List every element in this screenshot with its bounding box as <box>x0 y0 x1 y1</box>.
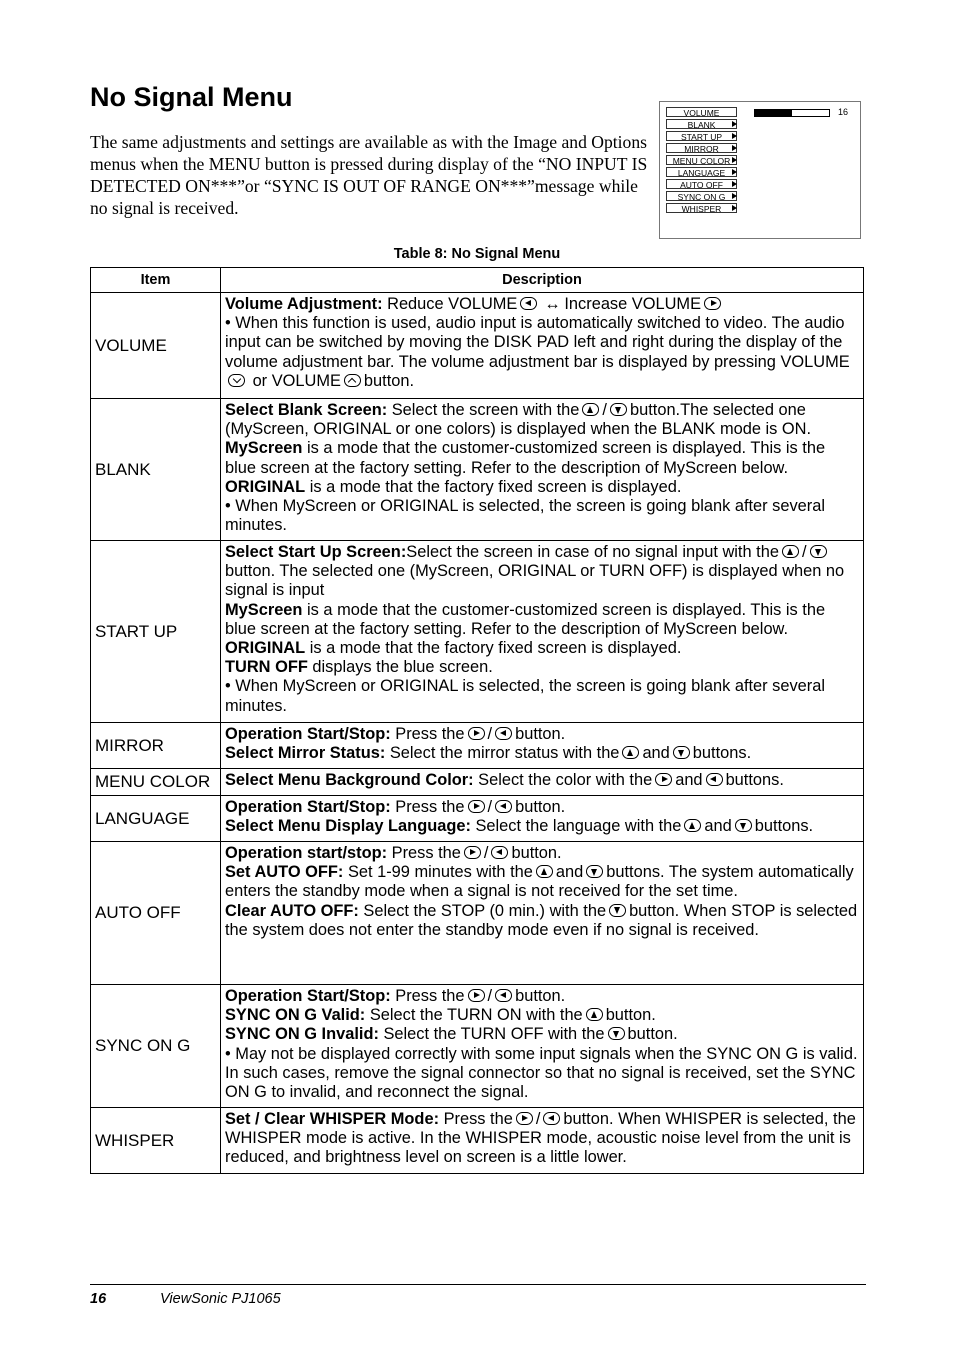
table-row <box>91 1108 864 1174</box>
row-text: and <box>704 817 732 836</box>
row-text: button. <box>363 371 415 390</box>
item-cell: VOLUME <box>91 293 221 399</box>
row-heading: Select Start Up Screen: <box>225 543 407 561</box>
row-text: Press the <box>439 1110 513 1128</box>
left-button-icon <box>543 1112 560 1125</box>
description-cell <box>221 842 864 985</box>
row-text: button. <box>605 1006 656 1025</box>
slash: / <box>483 844 489 862</box>
table-row <box>91 842 864 985</box>
header-description: Description <box>221 268 864 293</box>
row-heading: Set / Clear WHISPER Mode: <box>225 1110 440 1128</box>
row-text: Reduce VOLUME <box>382 295 518 313</box>
row-text: and <box>675 771 703 789</box>
footer-divider <box>90 1284 866 1285</box>
left-button-icon <box>495 989 512 1002</box>
row-text: button. <box>627 1025 678 1044</box>
menu-item-blank <box>666 119 737 129</box>
menu-item-auto-off <box>666 179 737 189</box>
right-button-icon <box>464 846 481 859</box>
slash: / <box>487 987 493 1005</box>
row-text: Press the <box>390 987 465 1005</box>
item-cell: LANGUAGE <box>91 796 221 842</box>
item-cell: MIRROR <box>91 723 221 769</box>
row-heading: SYNC ON G Invalid: <box>225 1025 379 1044</box>
row-text: button. <box>515 725 566 743</box>
left-button-icon <box>520 297 537 310</box>
item-cell: BLANK <box>91 399 221 541</box>
row-heading: Set AUTO OFF: <box>225 863 344 882</box>
description-cell <box>221 796 864 842</box>
row-text: • When this function is used, audio input is automatically switched to video. The audio input can be switched by moving the DISK PAD left and right during the display of the volume adjustment bar. The volume adjustment bar is displayed by pressing VOLUME <box>225 314 850 371</box>
row-text: Increase VOLUME <box>564 295 702 313</box>
row-text: button. The selected one (MyScreen, ORIGINAL or TURN OFF) is displayed when no signal is input <box>225 562 845 600</box>
description-cell <box>221 293 864 399</box>
row-text: button. When WHISPER is selected, the WHISPER mode is active. In the WHISPER mode, acoustic noise level from the unit is reduced, and brightness level on screen is a little lower. <box>225 1110 856 1167</box>
row-heading: Select Menu Display Language: <box>225 817 471 836</box>
row-text: is a mode that the factory fixed screen is displayed. <box>305 477 682 496</box>
volume-value: 16 <box>838 107 849 117</box>
row-heading: ORIGINAL <box>225 639 306 658</box>
arrow-right-icon <box>732 193 737 199</box>
up-button-icon <box>536 865 553 878</box>
row-heading: Operation start/stop: <box>225 844 388 862</box>
left-button-icon <box>495 727 512 740</box>
header-item: Item <box>91 268 221 293</box>
slash: / <box>801 543 807 561</box>
item-cell: WHISPER <box>91 1108 221 1174</box>
row-text: Select the mirror status with the <box>385 744 620 763</box>
row-text: Press the <box>387 844 461 862</box>
row-text: buttons. <box>754 817 814 836</box>
up-button-icon <box>586 1008 603 1021</box>
menu-item-label: LANGUAGE <box>677 168 726 178</box>
page-title: No Signal Menu <box>90 82 293 112</box>
menu-item-label: VOLUME <box>683 108 720 118</box>
description-cell <box>221 723 864 769</box>
volume-bar <box>754 109 830 117</box>
row-text: Select the TURN OFF with the <box>378 1025 605 1044</box>
left-button-icon <box>706 773 723 786</box>
down-button-icon <box>586 865 603 878</box>
item-cell: AUTO OFF <box>91 842 221 985</box>
right-button-icon <box>468 727 485 740</box>
row-text: Select the screen in case of no signal input with the <box>406 543 779 561</box>
table-row <box>91 541 864 723</box>
right-button-icon <box>655 773 672 786</box>
table-row <box>91 723 864 769</box>
menu-item-start-up <box>666 131 737 141</box>
down-button-icon <box>735 819 752 832</box>
down-button-icon <box>608 1027 625 1040</box>
row-text: and <box>555 863 584 882</box>
description-cell <box>221 769 864 796</box>
menu-item-mirror <box>666 143 737 153</box>
arrow-right-icon <box>732 133 737 139</box>
row-text: Press the <box>390 725 465 743</box>
arrow-right-icon <box>732 145 737 151</box>
menu-item-label: SYNC ON G <box>677 192 726 202</box>
row-text: Set 1-99 minutes with the <box>343 863 533 882</box>
left-button-icon <box>495 800 512 813</box>
description-cell <box>221 1108 864 1174</box>
row-heading: Select Mirror Status: <box>225 744 386 763</box>
row-text: buttons. The system automatically enters the standby mode when a signal is not received for the set time. <box>225 863 854 901</box>
menu-item-volume <box>666 107 737 117</box>
right-button-icon <box>516 1112 533 1125</box>
slash: / <box>487 798 493 816</box>
right-button-icon <box>468 800 485 813</box>
table-row <box>91 769 864 796</box>
row-text: button. <box>515 987 566 1005</box>
item-cell: MENU COLOR <box>91 769 221 796</box>
volume-up-button-icon <box>344 374 361 387</box>
row-text: • When MyScreen or ORIGINAL is selected, the screen is going blank after several minutes. <box>225 497 826 535</box>
row-text: • When MyScreen or ORIGINAL is selected, the screen is going blank after several minutes. <box>225 677 826 715</box>
arrow-right-icon <box>732 157 737 163</box>
table-row <box>91 796 864 842</box>
left-button-icon <box>491 846 508 859</box>
menu-item-label: MIRROR <box>684 144 719 154</box>
footer-brand: ViewSonic PJ1065 <box>160 1291 281 1307</box>
arrow-right-icon <box>732 121 737 127</box>
up-button-icon <box>622 746 639 759</box>
description-cell <box>221 399 864 541</box>
table-caption: Table 8: No Signal Menu <box>393 246 561 262</box>
row-text: displays the blue screen. <box>307 658 493 677</box>
row-heading: Operation Start/Stop: <box>225 725 391 743</box>
menu-item-label: MENU COLOR <box>672 156 731 166</box>
row-heading: SYNC ON G Valid: <box>225 1006 366 1025</box>
item-cell: START UP <box>91 541 221 723</box>
table-header-row <box>91 268 864 293</box>
right-button-icon <box>704 297 721 310</box>
arrow-right-icon <box>732 205 737 211</box>
description-cell <box>221 541 864 723</box>
row-text: buttons. <box>725 771 784 789</box>
row-heading: Select Blank Screen: <box>225 401 388 419</box>
page-number: 16 <box>90 1291 107 1307</box>
menu-item-label: WHISPER <box>681 204 722 214</box>
table-row <box>91 985 864 1108</box>
row-text: button. <box>511 844 562 862</box>
table-row <box>91 293 864 399</box>
menu-item-label: AUTO OFF <box>680 180 723 190</box>
row-text: buttons. <box>692 744 752 763</box>
row-heading: Operation Start/Stop: <box>225 987 391 1005</box>
row-heading: Clear AUTO OFF: <box>225 901 359 920</box>
row-heading: TURN OFF <box>225 658 308 677</box>
row-text: Select the language with the <box>470 817 682 836</box>
left-right-arrow-icon: ↔ <box>544 295 561 313</box>
table-row <box>91 399 864 541</box>
row-heading: Operation Start/Stop: <box>225 798 391 816</box>
row-text: or VOLUME <box>252 371 341 390</box>
menu-item-label: START UP <box>680 132 723 142</box>
description-cell <box>221 985 864 1108</box>
up-button-icon <box>684 819 701 832</box>
row-heading: ORIGINAL <box>225 477 306 496</box>
menu-preview <box>659 101 861 239</box>
row-text: Select the TURN ON with the <box>365 1006 583 1025</box>
down-button-icon <box>609 904 626 917</box>
slash: / <box>602 401 607 419</box>
row-heading: Volume Adjustment: <box>225 295 383 313</box>
row-heading: MyScreen <box>225 600 303 619</box>
volume-down-button-icon <box>228 374 245 387</box>
row-text: button. When STOP is selected the system does not enter the standby mode even if no signal is received. <box>225 901 858 939</box>
menu-item-whisper <box>666 203 737 213</box>
row-text: button. <box>515 798 566 816</box>
row-heading: MyScreen <box>225 439 303 458</box>
arrow-right-icon <box>732 181 737 187</box>
right-button-icon <box>468 989 485 1002</box>
menu-item-menu-color <box>666 155 737 165</box>
arrow-right-icon <box>732 169 737 175</box>
row-text: Select the screen with the <box>387 401 580 419</box>
menu-item-sync-on-g <box>666 191 737 201</box>
slash: / <box>535 1110 541 1128</box>
up-button-icon <box>582 403 599 416</box>
row-text: is a mode that the factory fixed screen is displayed. <box>305 639 682 658</box>
down-button-icon <box>673 746 690 759</box>
no-signal-menu-table <box>90 267 864 1174</box>
row-text: is a mode that the customer-customized screen is displayed. This is the blue screen at the factory setting. Refer to the description of MyScreen below. <box>225 600 826 638</box>
down-button-icon <box>610 403 627 416</box>
volume-bar-fill <box>755 110 792 116</box>
row-text: Select the STOP (0 min.) with the <box>358 901 607 920</box>
up-button-icon <box>782 545 799 558</box>
row-text: Press the <box>390 798 465 816</box>
menu-list <box>666 107 737 215</box>
down-button-icon <box>810 545 827 558</box>
row-heading: Select Menu Background Color: <box>225 771 474 789</box>
menu-item-language <box>666 167 737 177</box>
slash: / <box>487 725 493 743</box>
row-text: button.The selected one (MyScreen, ORIGINAL or one colors) is displayed when the BLANK mode is ON. <box>225 401 812 439</box>
item-cell: SYNC ON G <box>91 985 221 1108</box>
row-text: Select the color with the <box>473 771 653 789</box>
intro-paragraph: The same adjustments and settings are available as with the Image and Options menus when the MENU button is pressed during display of the “NO INPUT IS DETECTED ON***”or “SYNC IS OUT OF RANGE ON***”message while no signal is received. <box>90 132 648 218</box>
row-text: and <box>642 744 670 763</box>
menu-item-label: BLANK <box>687 120 716 130</box>
row-text: is a mode that the customer-customized screen is displayed. This is the blue screen at the factory setting. Refer to the description of MyScreen below. <box>225 439 826 477</box>
row-text: • May not be displayed correctly with some input signals when the SYNC ON G is valid. In such cases, remove the signal connector so that no signal is received, set the SYNC ON G to invalid, and reconnect the signal. <box>225 1044 858 1102</box>
